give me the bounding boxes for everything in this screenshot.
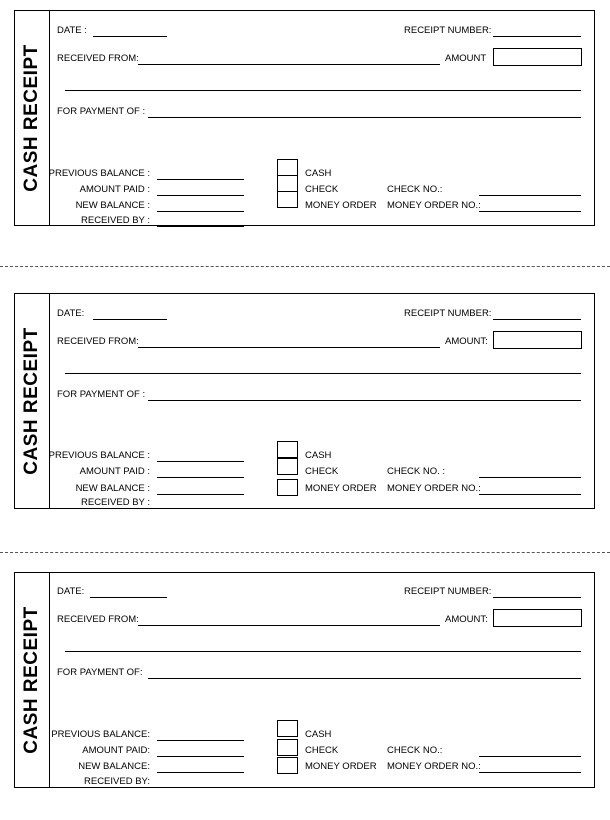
- receipt-3: [14, 572, 595, 788]
- check-no-line[interactable]: [479, 756, 581, 757]
- check-label: CHECK: [305, 184, 339, 195]
- new-balance-label: NEW BALANCE:: [78, 761, 150, 772]
- previous-balance-line[interactable]: [157, 740, 244, 741]
- money-order-label: MONEY ORDER: [305, 761, 377, 772]
- cash-checkbox[interactable]: [277, 441, 298, 458]
- date-line[interactable]: [90, 597, 167, 598]
- receipt-number-label: RECEIPT NUMBER:: [404, 586, 492, 597]
- receipt-title: CASH RECEIPT: [21, 606, 42, 754]
- amount-label: AMOUNT: [445, 53, 487, 64]
- new-balance-label: NEW BALANCE :: [75, 483, 150, 494]
- money-order-label: MONEY ORDER: [305, 483, 377, 494]
- check-no-label: CHECK NO. :: [387, 466, 446, 477]
- receipt-number-line[interactable]: [493, 36, 581, 37]
- payment-for-line[interactable]: [148, 400, 581, 401]
- amount-box[interactable]: [493, 48, 582, 66]
- received-from-line[interactable]: [138, 347, 440, 348]
- receipt-number-line[interactable]: [493, 597, 581, 598]
- amount-box[interactable]: [493, 609, 582, 627]
- check-label: CHECK: [305, 745, 339, 756]
- previous-balance-label: PREVIOUS BALANCE :: [48, 168, 150, 179]
- amount-paid-label: AMOUNT PAID :: [79, 184, 150, 195]
- new-balance-line[interactable]: [157, 494, 244, 495]
- received-by-label: RECEIVED BY :: [81, 497, 150, 508]
- receipt-1: [14, 10, 595, 226]
- receipt-2: [14, 293, 595, 509]
- receipt-number-label: RECEIPT NUMBER:: [404, 308, 492, 319]
- received-by-label: RECEIVED BY :: [81, 215, 150, 226]
- payment-for-line[interactable]: [148, 678, 581, 679]
- payment-for-label: FOR PAYMENT OF :: [57, 106, 146, 117]
- cash-label: CASH: [305, 168, 332, 179]
- receipt-title: CASH RECEIPT: [21, 327, 42, 475]
- receipt-number-line[interactable]: [493, 319, 581, 320]
- previous-balance-line[interactable]: [157, 179, 244, 180]
- previous-balance-label: PREVIOUS BALANCE:: [51, 729, 150, 740]
- new-balance-label: NEW BALANCE :: [75, 200, 150, 211]
- received-by-line[interactable]: [157, 508, 244, 509]
- money-order-no-label: MONEY ORDER NO.:: [387, 761, 481, 772]
- date-label: DATE :: [57, 25, 87, 36]
- previous-balance-label: PREVIOUS BALANCE :: [48, 450, 150, 461]
- date-line[interactable]: [93, 319, 167, 320]
- cut-line-2: [0, 552, 610, 553]
- received-by-label: RECEIVED BY:: [84, 776, 150, 787]
- received-from-line-2[interactable]: [65, 373, 581, 374]
- payment-for-line[interactable]: [148, 117, 581, 118]
- money-order-checkbox[interactable]: [277, 479, 298, 496]
- received-from-label: RECEIVED FROM:: [57, 53, 139, 64]
- amount-paid-line[interactable]: [157, 477, 244, 478]
- amount-paid-line[interactable]: [157, 756, 244, 757]
- check-no-label: CHECK NO.:: [387, 745, 443, 756]
- received-from-line-2[interactable]: [65, 651, 581, 652]
- receipt-title: CASH RECEIPT: [21, 44, 42, 192]
- money-order-checkbox[interactable]: [277, 757, 298, 774]
- cut-line-1: [0, 266, 610, 267]
- received-by-line[interactable]: [157, 226, 244, 227]
- check-label: CHECK: [305, 466, 339, 477]
- check-checkbox[interactable]: [277, 739, 298, 756]
- cash-checkbox[interactable]: [277, 159, 298, 176]
- check-no-line[interactable]: [479, 477, 581, 478]
- cash-label: CASH: [305, 450, 332, 461]
- received-from-line-2[interactable]: [65, 90, 581, 91]
- amount-paid-line[interactable]: [157, 195, 244, 196]
- money-order-no-label: MONEY ORDER NO.:: [387, 200, 481, 211]
- amount-box[interactable]: [493, 331, 582, 349]
- received-from-label: RECEIVED FROM:: [57, 614, 139, 625]
- money-order-no-line[interactable]: [479, 772, 581, 773]
- received-by-line[interactable]: [157, 787, 244, 788]
- money-order-label: MONEY ORDER: [305, 200, 377, 211]
- money-order-no-line[interactable]: [479, 211, 581, 212]
- cash-label: CASH: [305, 729, 332, 740]
- amount-label: AMOUNT:: [445, 336, 488, 347]
- receipt-side-panel: [15, 294, 50, 508]
- receipt-side-panel: [15, 573, 50, 787]
- received-from-line[interactable]: [138, 625, 440, 626]
- payment-for-label: FOR PAYMENT OF:: [57, 667, 143, 678]
- money-order-checkbox[interactable]: [277, 191, 298, 208]
- amount-paid-label: AMOUNT PAID:: [82, 745, 150, 756]
- check-no-label: CHECK NO.:: [387, 184, 443, 195]
- amount-paid-label: AMOUNT PAID :: [79, 466, 150, 477]
- check-no-line[interactable]: [479, 195, 581, 196]
- payment-for-label: FOR PAYMENT OF :: [57, 389, 146, 400]
- new-balance-line[interactable]: [157, 772, 244, 773]
- received-from-line[interactable]: [138, 64, 440, 65]
- check-checkbox[interactable]: [277, 175, 298, 192]
- check-checkbox[interactable]: [277, 458, 298, 475]
- cash-checkbox[interactable]: [277, 720, 298, 737]
- receipt-side-panel: [15, 11, 50, 225]
- previous-balance-line[interactable]: [157, 461, 244, 462]
- date-label: DATE:: [57, 308, 85, 319]
- new-balance-line[interactable]: [157, 211, 244, 212]
- money-order-no-label: MONEY ORDER NO.:: [387, 483, 481, 494]
- date-label: DATE:: [57, 586, 85, 597]
- received-from-label: RECEIVED FROM:: [57, 336, 139, 347]
- date-line[interactable]: [93, 36, 167, 37]
- money-order-no-line[interactable]: [479, 494, 581, 495]
- receipt-number-label: RECEIPT NUMBER:: [404, 25, 492, 36]
- amount-label: AMOUNT:: [445, 614, 488, 625]
